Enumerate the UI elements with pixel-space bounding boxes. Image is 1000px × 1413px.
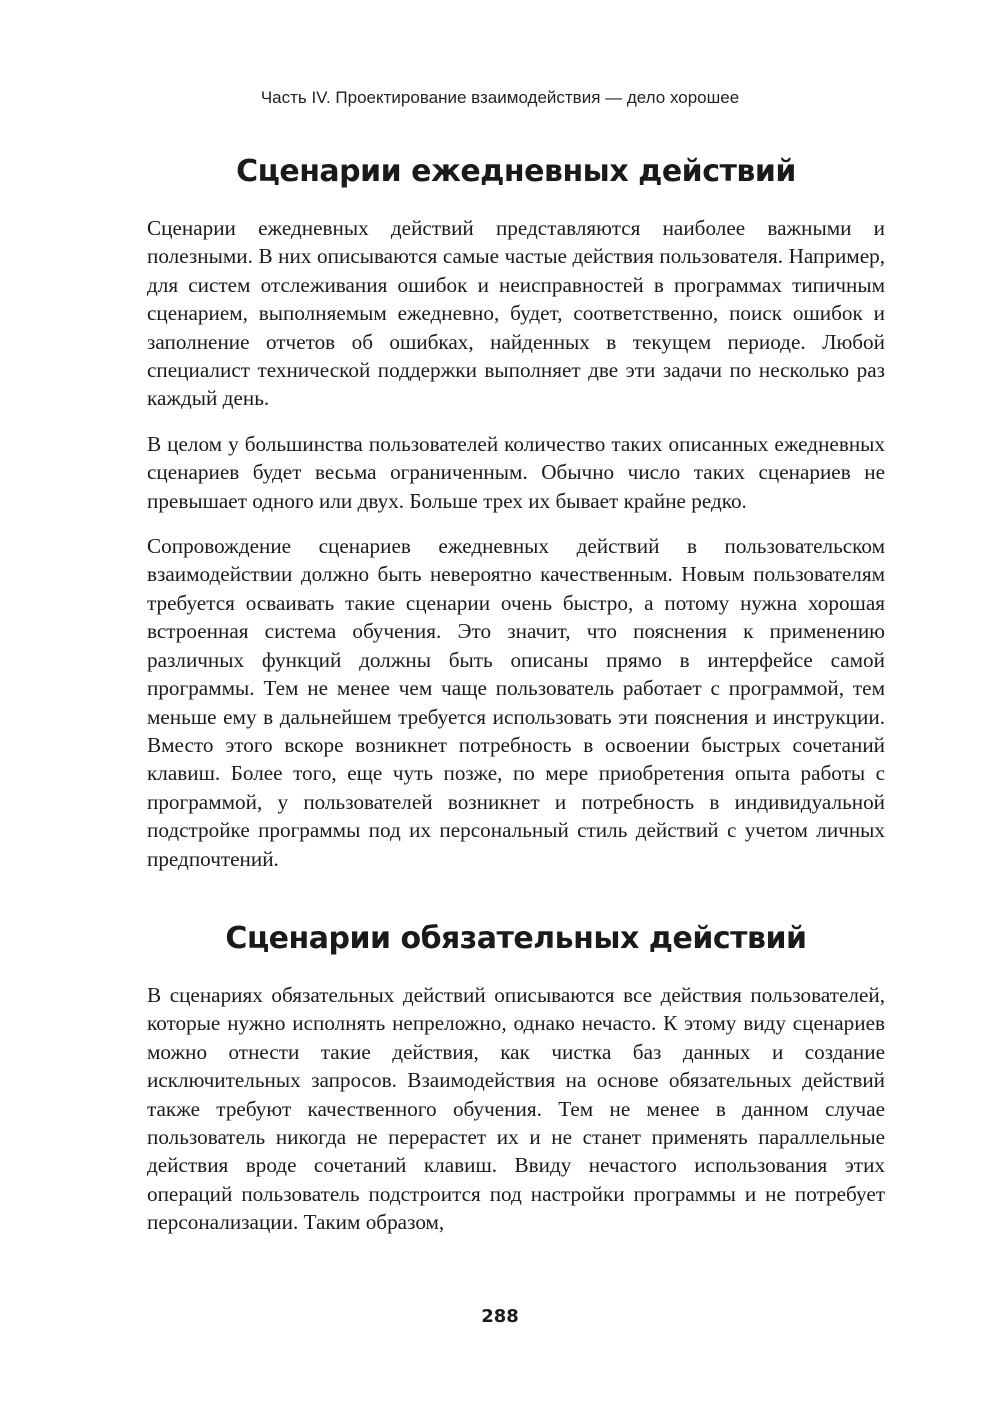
page-number: 288: [481, 1306, 519, 1327]
section-title-mandatory: Сценарии обязательных действий: [225, 920, 807, 956]
paragraph-daily-2: В целом у большинства пользователей количество таких описанных ежедневных сценариев будет весьма ограниченным. Обычно число таких сценариев не превышает одного или двух. Больше трех их бывает крайне редко.: [147, 431, 885, 513]
paragraph-daily-1: Сценарии ежедневных действий представляются наиболее важными и полезными. В них описываются самые частые действия пользователя. Например, для систем отслеживания ошибок и неисправностей в программах типичным сценарием, выполняемым ежедневно, будет, соответственно, поиск ошибок и заполнение отчетов об ошибках, найденных в текущем периоде. Любой специалист технической поддержки выполняет две эти задачи по несколько раз каждый день.: [147, 216, 885, 411]
running-header: Часть IV. Проектирование взаимодействия — дело хорошее: [260, 88, 740, 107]
page-content: [147, 150, 885, 1254]
paragraph-mandatory-1: В сценариях обязательных действий описываются все действия пользователей, которые нужно исполнять непреложно, однако нечасто. К этому виду сценариев можно отнести такие действия, как чистка баз данных и создание исключительных запросов. Взаимодействия на основе обязательных действий также требуют качественного обучения. Тем не менее в данном случае пользователь никогда не перерастет их и не станет применять параллельные действия вроде сочетаний клавиш. Ввиду нечастого использования этих операций пользователь подстроится под настройки программы и не потребует персонализации. Таким образом,: [147, 982, 885, 1235]
paragraph-daily-3: Сопровождение сценариев ежедневных действий в пользовательском взаимодействии должно быть невероятно качественным. Новым пользователям требуется осваивать такие сценарии очень быстро, а потому нужна хорошая встроенная система обучения. Это значит, что пояснения к применению различных функций должны быть описаны прямо в интерфейсе самой программы. Тем не менее чем чаще пользователь работает с программой, тем меньше ему в дальнейшем требуется использовать эти пояснения и инструкции. Вместо этого вскоре возникнет потребность в освоении быстрых сочетаний клавиш. Более того, еще чуть позже, по мере приобретения опыта работы с программой, у пользователей возникнет и потребность в индивидуальной подстройке программы под их персональный стиль действий с учетом личных предпочтений.: [147, 534, 885, 871]
section-title-daily: Сценарии ежедневных действий: [236, 154, 796, 189]
